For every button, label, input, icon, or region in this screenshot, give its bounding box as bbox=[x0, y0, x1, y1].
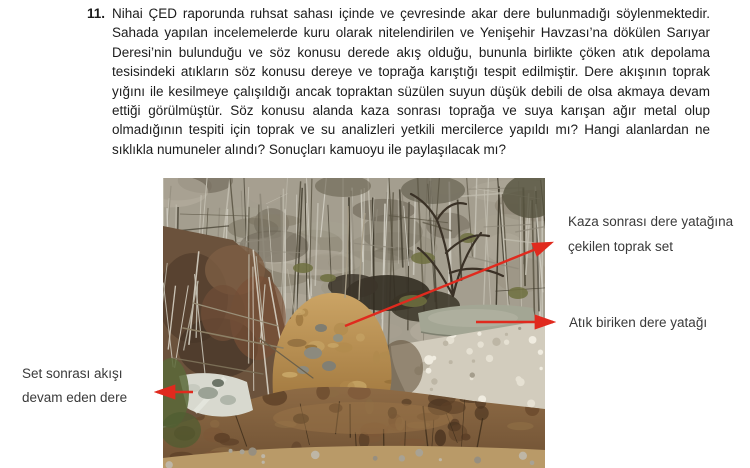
question-text: Nihai ÇED raporunda ruhsat sahası içinde ve çevresinde akar dere bulunmadığı söylenmektedir. Sahada yapılan incelemelerde kuru olarak nitelendirilen ve Yenişehir Havzası’na dökülen Sarıyar Deresi’nin bulunduğu ve söz konusu derede akış olduğu, bununla birlikte çöken atık depolama tesisindeki atıkların söz konusu dereye ve toprağa karıştığı tespit edilmiştir. Dere akışının toprak yığını ile kesilmeye çalışıldığı ancak topraktan süzülen suyun düşük debili de olsa akmaya devam ettiği görülmüştür. Söz konusu alanda kaza sonrası toprağa ve suya karışan ağır metal olup olmadığının tespiti için toprak ve su analizleri yetkili mercilerce yapıldı mı? Hangi alanlardan ne sıklıkla numuneler alındı? Sonuçları kamuoyu ile paylaşılacak mı? bbox=[112, 6, 710, 157]
annotation-label-akis-dere: Set sonrası akışı devam eden dere bbox=[22, 366, 128, 405]
question-item-11 bbox=[0, 0, 750, 159]
item-number: 11. bbox=[87, 6, 106, 21]
annotation-label-toprak-set: Kaza sonrası dere yatağına çekilen toprak set bbox=[568, 214, 734, 254]
annotation-label-atik-dere: Atık biriken dere yatağı bbox=[569, 315, 708, 330]
site-photo-figure bbox=[163, 178, 545, 468]
site-photo bbox=[163, 178, 545, 468]
